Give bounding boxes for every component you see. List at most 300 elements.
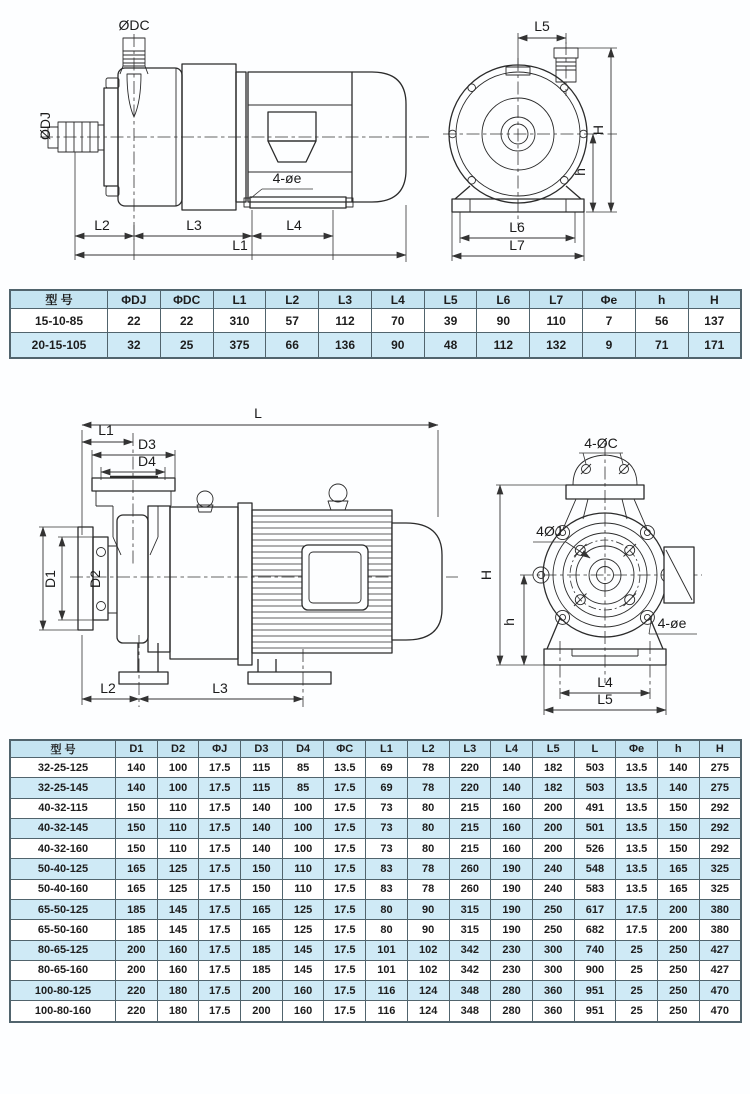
value-cell: 78: [407, 859, 449, 879]
value-cell: 17.5: [199, 920, 241, 940]
value-cell: 17.5: [324, 839, 366, 859]
value-cell: 292: [699, 839, 741, 859]
header-row: [10, 740, 741, 758]
value-cell: 125: [282, 899, 324, 919]
value-cell: 190: [491, 859, 533, 879]
value-cell: 80: [366, 920, 408, 940]
value-cell: 220: [116, 981, 158, 1001]
header-row: [10, 290, 741, 309]
large-pump-front-view: [478, 435, 702, 715]
table-row: [10, 879, 741, 899]
dim-label-l4: L4: [286, 217, 302, 233]
value-cell: 85: [282, 758, 324, 778]
value-cell: 292: [699, 798, 741, 818]
column-header: ΦJ: [199, 740, 241, 758]
value-cell: 200: [657, 899, 699, 919]
value-cell: 110: [157, 839, 199, 859]
column-header: D4: [282, 740, 324, 758]
value-cell: 100: [282, 818, 324, 838]
value-cell: 140: [491, 758, 533, 778]
table-row: [10, 899, 741, 919]
value-cell: 90: [371, 333, 424, 358]
value-cell: 69: [366, 758, 408, 778]
model-cell: 50-40-125: [10, 859, 116, 879]
value-cell: 100: [282, 798, 324, 818]
value-cell: 140: [116, 778, 158, 798]
value-cell: 17.5: [199, 778, 241, 798]
value-cell: 280: [491, 981, 533, 1001]
value-cell: 300: [532, 960, 574, 980]
value-cell: 132: [530, 333, 583, 358]
column-header: L4: [371, 290, 424, 309]
value-cell: 380: [699, 899, 741, 919]
value-cell: 17.5: [199, 798, 241, 818]
value-cell: 32: [108, 333, 161, 358]
value-cell: 17.5: [199, 859, 241, 879]
value-cell: 215: [449, 839, 491, 859]
value-cell: 360: [532, 1001, 574, 1022]
value-cell: 102: [407, 940, 449, 960]
value-cell: 17.5: [199, 1001, 241, 1022]
value-cell: 548: [574, 859, 616, 879]
value-cell: 7: [583, 309, 636, 333]
dim-label-h-small: h: [572, 168, 588, 176]
value-cell: 310: [213, 309, 266, 333]
value-cell: 13.5: [616, 859, 658, 879]
value-cell: 73: [366, 798, 408, 818]
value-cell: 220: [449, 778, 491, 798]
value-cell: 315: [449, 899, 491, 919]
value-cell: 115: [241, 778, 283, 798]
value-cell: 112: [319, 309, 372, 333]
dim-label-d4: D4: [138, 453, 156, 469]
value-cell: 145: [282, 960, 324, 980]
value-cell: 85: [282, 778, 324, 798]
value-cell: 70: [371, 309, 424, 333]
model-cell: 20-15-105: [10, 333, 108, 358]
dim-label-l7: L7: [509, 237, 525, 253]
column-header: L5: [532, 740, 574, 758]
value-cell: 260: [449, 879, 491, 899]
value-cell: 110: [530, 309, 583, 333]
value-cell: 39: [424, 309, 477, 333]
value-cell: 292: [699, 818, 741, 838]
value-cell: 185: [241, 960, 283, 980]
value-cell: 182: [532, 778, 574, 798]
value-cell: 240: [532, 859, 574, 879]
value-cell: 740: [574, 940, 616, 960]
value-cell: 25: [616, 940, 658, 960]
value-cell: 137: [688, 309, 741, 333]
column-header: 型 号: [10, 740, 116, 758]
value-cell: 200: [657, 920, 699, 940]
value-cell: 17.5: [199, 879, 241, 899]
table-row: [10, 920, 741, 940]
value-cell: 17.5: [324, 981, 366, 1001]
column-header: h: [635, 290, 688, 309]
value-cell: 110: [282, 879, 324, 899]
value-cell: 17.5: [324, 899, 366, 919]
dim-label-l6: L6: [509, 219, 525, 235]
value-cell: 951: [574, 1001, 616, 1022]
value-cell: 17.5: [324, 778, 366, 798]
value-cell: 25: [616, 981, 658, 1001]
dim-label-d3: D3: [138, 436, 156, 452]
value-cell: 215: [449, 818, 491, 838]
value-cell: 900: [574, 960, 616, 980]
value-cell: 682: [574, 920, 616, 940]
value-cell: 90: [477, 309, 530, 333]
value-cell: 583: [574, 879, 616, 899]
value-cell: 17.5: [324, 859, 366, 879]
value-cell: 115: [241, 758, 283, 778]
value-cell: 160: [491, 798, 533, 818]
value-cell: 80: [366, 899, 408, 919]
value-cell: 325: [699, 879, 741, 899]
value-cell: 13.5: [616, 839, 658, 859]
column-header: L2: [266, 290, 319, 309]
value-cell: 71: [635, 333, 688, 358]
value-cell: 150: [241, 879, 283, 899]
value-cell: 275: [699, 758, 741, 778]
value-cell: 100: [282, 839, 324, 859]
value-cell: 13.5: [616, 758, 658, 778]
value-cell: 220: [116, 1001, 158, 1022]
model-cell: 80-65-125: [10, 940, 116, 960]
value-cell: 470: [699, 981, 741, 1001]
column-header: L3: [319, 290, 372, 309]
dim-label-l2: L2: [100, 680, 116, 696]
value-cell: 125: [282, 920, 324, 940]
value-cell: 230: [491, 960, 533, 980]
value-cell: 22: [160, 309, 213, 333]
value-cell: 165: [657, 879, 699, 899]
model-cell: 40-32-115: [10, 798, 116, 818]
column-header: L: [574, 740, 616, 758]
value-cell: 182: [532, 758, 574, 778]
small-pump-front-view: [443, 18, 617, 261]
value-cell: 190: [491, 879, 533, 899]
value-cell: 470: [699, 1001, 741, 1022]
large-pump-side-view: [39, 405, 458, 707]
pump-feet: [119, 643, 331, 684]
value-cell: 160: [282, 1001, 324, 1022]
dim-label-h-big: H: [478, 569, 494, 581]
value-cell: 17.5: [324, 818, 366, 838]
value-cell: 124: [407, 1001, 449, 1022]
small-pump-side-view: [37, 17, 432, 262]
value-cell: 200: [532, 839, 574, 859]
dim-label-l: L: [254, 405, 262, 421]
suction-flange: [92, 477, 175, 555]
dim-label-d1: D1: [42, 570, 58, 588]
dim-label-4oe: 4-øe: [657, 615, 687, 631]
value-cell: 150: [116, 798, 158, 818]
value-cell: 100: [157, 778, 199, 798]
model-cell: 32-25-125: [10, 758, 116, 778]
dim-label-4oc: 4-ØC: [584, 435, 618, 451]
value-cell: 101: [366, 940, 408, 960]
value-cell: 17.5: [199, 899, 241, 919]
value-cell: 83: [366, 879, 408, 899]
value-cell: 160: [157, 960, 199, 980]
value-cell: 9: [583, 333, 636, 358]
value-cell: 230: [491, 940, 533, 960]
dim-label-l1: L1: [98, 422, 114, 438]
value-cell: 140: [241, 818, 283, 838]
column-header: L5: [424, 290, 477, 309]
value-cell: 348: [449, 1001, 491, 1022]
value-cell: 110: [282, 859, 324, 879]
value-cell: 150: [116, 839, 158, 859]
value-cell: 101: [366, 960, 408, 980]
value-cell: 56: [635, 309, 688, 333]
value-cell: 110: [157, 818, 199, 838]
value-cell: 503: [574, 758, 616, 778]
value-cell: 80: [407, 839, 449, 859]
value-cell: 250: [532, 899, 574, 919]
dim-label-l5: L5: [534, 18, 550, 34]
value-cell: 25: [616, 1001, 658, 1022]
column-header: H: [688, 290, 741, 309]
value-cell: 90: [407, 899, 449, 919]
value-cell: 140: [657, 758, 699, 778]
value-cell: 150: [241, 859, 283, 879]
value-cell: 17.5: [616, 899, 658, 919]
table-row: [10, 309, 741, 333]
table-row: [10, 1001, 741, 1022]
large-pump-drawings: [0, 385, 750, 730]
value-cell: 125: [157, 859, 199, 879]
lifting-eyebolt: [197, 484, 348, 512]
value-cell: 83: [366, 859, 408, 879]
value-cell: 80: [407, 818, 449, 838]
value-cell: 17.5: [199, 981, 241, 1001]
dim-label-4oj: 4ØJ: [536, 523, 562, 539]
value-cell: 116: [366, 981, 408, 1001]
value-cell: 150: [116, 818, 158, 838]
value-cell: 17.5: [199, 960, 241, 980]
value-cell: 66: [266, 333, 319, 358]
dim-label-l3: L3: [186, 217, 202, 233]
dim-label-l3: L3: [212, 680, 228, 696]
value-cell: 17.5: [324, 960, 366, 980]
value-cell: 185: [116, 899, 158, 919]
column-header: 型 号: [10, 290, 108, 309]
table-row: [10, 839, 741, 859]
value-cell: 250: [657, 981, 699, 1001]
value-cell: 165: [657, 859, 699, 879]
value-cell: 171: [688, 333, 741, 358]
column-header: D1: [116, 740, 158, 758]
model-cell: 40-32-160: [10, 839, 116, 859]
value-cell: 145: [282, 940, 324, 960]
column-header: L7: [530, 290, 583, 309]
column-header: L6: [477, 290, 530, 309]
column-header: L2: [407, 740, 449, 758]
value-cell: 140: [491, 778, 533, 798]
value-cell: 150: [657, 839, 699, 859]
value-cell: 13.5: [324, 758, 366, 778]
value-cell: 13.5: [616, 798, 658, 818]
value-cell: 342: [449, 960, 491, 980]
value-cell: 190: [491, 920, 533, 940]
value-cell: 80: [407, 798, 449, 818]
value-cell: 200: [532, 818, 574, 838]
value-cell: 275: [699, 778, 741, 798]
value-cell: 140: [116, 758, 158, 778]
value-cell: 240: [532, 879, 574, 899]
value-cell: 78: [407, 778, 449, 798]
value-cell: 185: [116, 920, 158, 940]
value-cell: 102: [407, 960, 449, 980]
column-header: H: [699, 740, 741, 758]
value-cell: 116: [366, 1001, 408, 1022]
value-cell: 325: [699, 859, 741, 879]
value-cell: 140: [241, 798, 283, 818]
value-cell: 25: [160, 333, 213, 358]
value-cell: 17.5: [324, 920, 366, 940]
value-cell: 348: [449, 981, 491, 1001]
value-cell: 501: [574, 818, 616, 838]
value-cell: 140: [657, 778, 699, 798]
value-cell: 250: [657, 960, 699, 980]
value-cell: 165: [116, 879, 158, 899]
value-cell: 200: [116, 960, 158, 980]
column-header: Φe: [583, 290, 636, 309]
value-cell: 57: [266, 309, 319, 333]
value-cell: 145: [157, 899, 199, 919]
large-pump-dimension-table: [9, 739, 742, 1023]
column-header: D2: [157, 740, 199, 758]
value-cell: 427: [699, 940, 741, 960]
value-cell: 78: [407, 879, 449, 899]
column-header: ΦDJ: [108, 290, 161, 309]
value-cell: 165: [241, 920, 283, 940]
value-cell: 78: [407, 758, 449, 778]
value-cell: 526: [574, 839, 616, 859]
value-cell: 180: [157, 1001, 199, 1022]
value-cell: 48: [424, 333, 477, 358]
column-header: L3: [449, 740, 491, 758]
value-cell: 200: [241, 1001, 283, 1022]
value-cell: 165: [116, 859, 158, 879]
value-cell: 491: [574, 798, 616, 818]
value-cell: 315: [449, 920, 491, 940]
value-cell: 17.5: [199, 839, 241, 859]
value-cell: 136: [319, 333, 372, 358]
value-cell: 617: [574, 899, 616, 919]
value-cell: 185: [241, 940, 283, 960]
column-header: L1: [366, 740, 408, 758]
value-cell: 190: [491, 899, 533, 919]
value-cell: 260: [449, 859, 491, 879]
table-row: [10, 333, 741, 358]
model-cell: 65-50-125: [10, 899, 116, 919]
model-cell: 50-40-160: [10, 879, 116, 899]
dim-label-d2: D2: [87, 570, 103, 588]
value-cell: 150: [657, 818, 699, 838]
value-cell: 215: [449, 798, 491, 818]
value-cell: 503: [574, 778, 616, 798]
model-cell: 80-65-160: [10, 960, 116, 980]
table-row: [10, 981, 741, 1001]
value-cell: 180: [157, 981, 199, 1001]
value-cell: 200: [116, 940, 158, 960]
value-cell: 160: [491, 818, 533, 838]
value-cell: 160: [491, 839, 533, 859]
model-cell: 40-32-145: [10, 818, 116, 838]
value-cell: 124: [407, 981, 449, 1001]
value-cell: 17.5: [324, 879, 366, 899]
value-cell: 160: [157, 940, 199, 960]
table-row: [10, 818, 741, 838]
value-cell: 13.5: [616, 818, 658, 838]
model-cell: 100-80-125: [10, 981, 116, 1001]
model-cell: 100-80-160: [10, 1001, 116, 1022]
value-cell: 160: [282, 981, 324, 1001]
value-cell: 300: [532, 940, 574, 960]
model-cell: 32-25-145: [10, 778, 116, 798]
column-header: D3: [241, 740, 283, 758]
value-cell: 165: [241, 899, 283, 919]
value-cell: 17.5: [324, 1001, 366, 1022]
value-cell: 17.5: [324, 940, 366, 960]
table-row: [10, 859, 741, 879]
value-cell: 250: [657, 1001, 699, 1022]
value-cell: 110: [157, 798, 199, 818]
small-pump-dimension-table: [9, 289, 742, 359]
table-row: [10, 960, 741, 980]
dim-label-h-big: H: [590, 124, 606, 136]
value-cell: 17.5: [199, 818, 241, 838]
value-cell: 69: [366, 778, 408, 798]
value-cell: 90: [407, 920, 449, 940]
value-cell: 13.5: [616, 879, 658, 899]
model-cell: 65-50-160: [10, 920, 116, 940]
value-cell: 280: [491, 1001, 533, 1022]
motor-finned: [252, 510, 442, 653]
value-cell: 342: [449, 940, 491, 960]
dim-label-l4: L4: [597, 674, 613, 690]
value-cell: 140: [241, 839, 283, 859]
value-cell: 375: [213, 333, 266, 358]
value-cell: 17.5: [324, 798, 366, 818]
dim-label-l2: L2: [94, 217, 110, 233]
value-cell: 13.5: [616, 778, 658, 798]
value-cell: 73: [366, 818, 408, 838]
value-cell: 145: [157, 920, 199, 940]
value-cell: 112: [477, 333, 530, 358]
column-header: h: [657, 740, 699, 758]
value-cell: 200: [532, 798, 574, 818]
value-cell: 17.5: [616, 920, 658, 940]
value-cell: 951: [574, 981, 616, 1001]
value-cell: 100: [157, 758, 199, 778]
column-header: L1: [213, 290, 266, 309]
value-cell: 200: [241, 981, 283, 1001]
column-header: ΦC: [324, 740, 366, 758]
column-header: ΦDC: [160, 290, 213, 309]
value-cell: 73: [366, 839, 408, 859]
value-cell: 250: [532, 920, 574, 940]
table-row: [10, 798, 741, 818]
value-cell: 380: [699, 920, 741, 940]
dim-label-odj: ØDJ: [37, 112, 53, 140]
dim-label-4oe: 4-øe: [272, 170, 302, 186]
value-cell: 427: [699, 960, 741, 980]
small-pump-drawings: [0, 0, 750, 278]
